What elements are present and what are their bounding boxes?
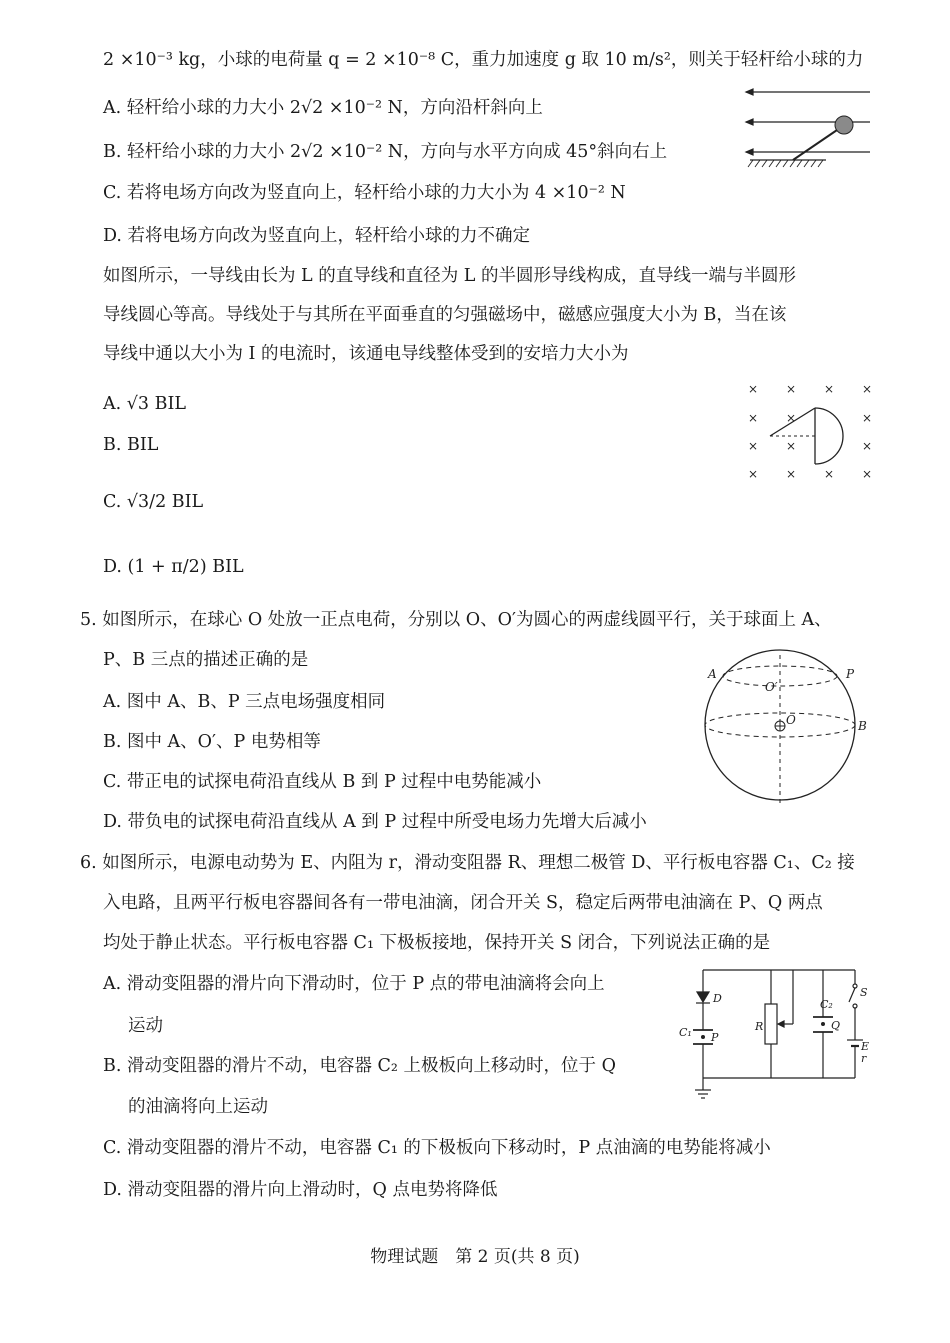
q6-stem-line-3: 均处于静止状态。平行板电容器 C₁ 下极板接地，保持开关 S 闭合，下列说法正确的是 bbox=[103, 933, 771, 953]
svg-text:C₂: C₂ bbox=[820, 998, 833, 1011]
svg-text:×: × bbox=[861, 382, 873, 396]
q3-rod-ball-figure bbox=[738, 80, 878, 180]
svg-text:Q: Q bbox=[831, 1019, 841, 1032]
q4-stem-line-3: 导线中通以大小为 I 的电流时，该通电导线整体受到的安培力大小为 bbox=[103, 344, 629, 364]
q4-option-a: A. √3 BIL bbox=[103, 394, 187, 414]
svg-text:B: B bbox=[858, 719, 867, 733]
q4-option-c: C. √3/2 BIL bbox=[103, 492, 204, 512]
q6-stem-line-1: 6. 如图所示，电源电动势为 E、内阻为 r，滑动变阻器 R、理想二极管 D、平行板电容器 C₁、C₂ 接 bbox=[80, 853, 855, 873]
q6-option-b: B. 滑动变阻器的滑片不动，电容器 C₂ 上极板向上移动时，位于 Q bbox=[103, 1056, 616, 1076]
q3-option-d: D. 若将电场方向改为竖直向上，轻杆给小球的力不确定 bbox=[103, 226, 531, 246]
q6-stem-line-2: 入电路，且两平行板电容器间各有一带电油滴，闭合开关 S，稳定后两带电油滴在 P、Q 两点 bbox=[103, 893, 823, 913]
svg-text:C₁: C₁ bbox=[679, 1026, 692, 1039]
q6-circuit-figure bbox=[675, 962, 875, 1107]
q5-option-d: D. 带负电的试探电荷沿直线从 A 到 P 过程中所受电场力先增大后减小 bbox=[103, 812, 647, 832]
svg-text:×: × bbox=[785, 382, 797, 396]
svg-text:P: P bbox=[846, 667, 855, 681]
q4-stem-line-2: 导线圆心等高。导线处于与其所在平面垂直的匀强磁场中，磁感应强度大小为 B，当在该 bbox=[103, 305, 787, 325]
q3-option-a: A. 轻杆给小球的力大小 2√2 ×10⁻² N，方向沿杆斜向上 bbox=[103, 98, 543, 118]
svg-text:×: × bbox=[747, 439, 759, 453]
q4-wire-field-figure bbox=[740, 378, 880, 478]
svg-text:×: × bbox=[861, 467, 873, 478]
q4-option-d: D. (1 + π/2) BIL bbox=[103, 557, 244, 577]
q5-sphere-figure bbox=[700, 645, 880, 810]
q3-option-c: C. 若将电场方向改为竖直向上，轻杆给小球的力大小为 4 ×10⁻² N bbox=[103, 183, 626, 203]
q5-option-b: B. 图中 A、O′、P 电势相等 bbox=[103, 732, 321, 752]
svg-text:E: E bbox=[861, 1040, 870, 1053]
svg-text:A: A bbox=[708, 667, 717, 681]
svg-text:D: D bbox=[713, 992, 722, 1005]
svg-text:P: P bbox=[711, 1031, 719, 1044]
svg-text:×: × bbox=[823, 467, 835, 478]
svg-text:R: R bbox=[755, 1020, 764, 1033]
svg-text:×: × bbox=[823, 382, 835, 396]
q6-option-b-cont: 的油滴将向上运动 bbox=[128, 1097, 268, 1117]
q4-option-b: B. BIL bbox=[103, 435, 159, 455]
svg-text:×: × bbox=[747, 411, 759, 425]
q4-stem-line-1: 如图所示，一导线由长为 L 的直导线和直径为 L 的半圆形导线构成，直导线一端与半圆形 bbox=[103, 266, 796, 286]
svg-text:r: r bbox=[861, 1052, 867, 1065]
svg-text:S: S bbox=[860, 986, 868, 999]
q6-option-a: A. 滑动变阻器的滑片向下滑动时，位于 P 点的带电油滴将会向上 bbox=[103, 974, 605, 994]
svg-text:O: O bbox=[786, 713, 796, 727]
svg-text:O′: O′ bbox=[765, 680, 778, 694]
svg-text:×: × bbox=[747, 382, 759, 396]
svg-text:×: × bbox=[861, 439, 873, 453]
svg-text:×: × bbox=[785, 467, 797, 478]
svg-text:×: × bbox=[747, 467, 759, 478]
q5-stem-line-2: P、B 三点的描述正确的是 bbox=[103, 650, 309, 670]
svg-text:×: × bbox=[861, 411, 873, 425]
q6-option-a-cont: 运动 bbox=[128, 1016, 163, 1036]
magnetic-field-marks bbox=[748, 382, 872, 478]
q5-stem-line-1: 5. 如图所示，在球心 O 处放一正点电荷，分别以 O、O′为圆心的两虚线圆平行，关于球面上 A、 bbox=[80, 610, 832, 630]
page-footer: 物理试题 第 2 页(共 8 页) bbox=[370, 1247, 580, 1267]
q6-option-d: D. 滑动变阻器的滑片向上滑动时，Q 点电势将降低 bbox=[103, 1180, 498, 1200]
q3-stem-line: 2 ×10⁻³ kg，小球的电荷量 q = 2 ×10⁻⁸ C，重力加速度 g 取 10 m/s²，则关于轻杆给小球的力 bbox=[103, 50, 864, 70]
q6-option-c: C. 滑动变阻器的滑片不动，电容器 C₁ 的下极板向下移动时，P 点油滴的电势能将减小 bbox=[103, 1138, 771, 1158]
q5-option-a: A. 图中 A、B、P 三点电场强度相同 bbox=[103, 692, 386, 712]
q5-option-c: C. 带正电的试探电荷沿直线从 B 到 P 过程中电势能减小 bbox=[103, 772, 542, 792]
svg-text:×: × bbox=[785, 411, 797, 425]
svg-text:×: × bbox=[785, 439, 797, 453]
q3-option-b: B. 轻杆给小球的力大小 2√2 ×10⁻² N，方向与水平方向成 45°斜向右上 bbox=[103, 142, 668, 162]
